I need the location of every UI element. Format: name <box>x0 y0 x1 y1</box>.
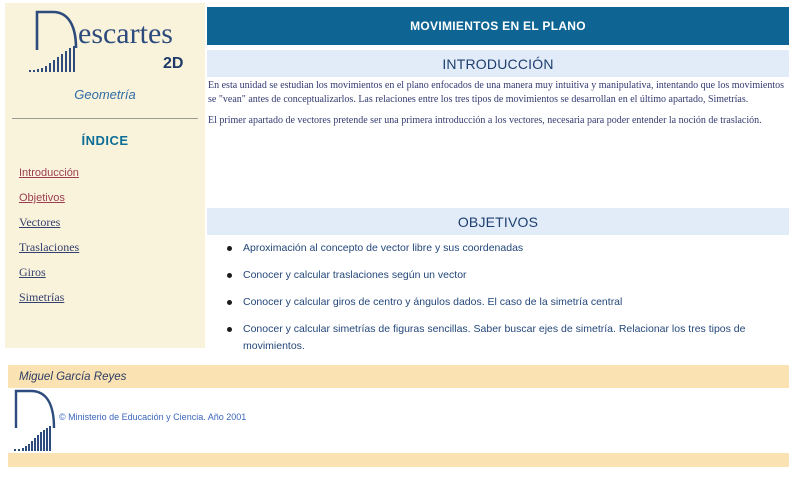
page-title: MOVIMIENTOS EN EL PLANO <box>410 19 586 33</box>
footer-descartes-icon <box>12 388 58 453</box>
index-title: ÍNDICE <box>81 133 129 148</box>
author-band <box>8 365 789 388</box>
intro-heading: INTRODUCCIÓN <box>442 55 554 72</box>
logo-brand-text: escartes <box>78 17 173 50</box>
objective-item: Conocer y calcular traslaciones según un vector <box>226 267 778 284</box>
objectives-heading: OBJETIVOS <box>457 213 539 230</box>
sidebar-link-objetivos[interactable]: Objetivos <box>19 192 65 204</box>
sidebar-link-introduccion[interactable]: Introducción <box>19 167 79 179</box>
intro-paragraph-2: El primer apartado de vectores pretende ser una primera introducción a los vectores, necesaria para poder entender la noción de traslación. <box>208 115 762 126</box>
copyright-text: © Ministerio de Educación y Ciencia. Año 2001 <box>59 412 247 422</box>
logo-2d-badge: 2D <box>163 55 184 72</box>
objective-item: Aproximación al concepto de vector libre y sus coordenadas <box>226 240 778 257</box>
sidebar <box>5 3 205 348</box>
sidebar-link-vectores[interactable]: Vectores <box>19 215 61 229</box>
sidebar-link-simetrias[interactable]: Simetrías <box>19 290 65 304</box>
intro-paragraphs <box>208 79 789 135</box>
objectives-list <box>226 240 778 365</box>
descartes-logo <box>27 8 199 74</box>
sidebar-item-traslaciones <box>19 238 79 263</box>
sidebar-item-simetrias <box>19 288 79 313</box>
sidebar-link-giros[interactable]: Giros <box>19 265 46 279</box>
sidebar-item-objetivos <box>19 188 79 213</box>
main-content <box>207 7 789 357</box>
sidebar-item-introduccion <box>19 163 79 188</box>
sidebar-item-vectores <box>19 213 79 238</box>
intro-section-header <box>207 50 789 77</box>
objective-item: Conocer y calcular simetrías de figuras sencillas. Saber buscar ejes de simetría. Relacionar los tres tipos de movimientos. <box>226 321 778 355</box>
sidebar-item-giros <box>19 263 79 288</box>
objectives-section-header <box>207 208 789 235</box>
descartes-d-icon <box>27 8 199 74</box>
sidebar-nav <box>19 163 79 313</box>
page-title-bar <box>207 7 789 45</box>
objective-item: Conocer y calcular giros de centro y ángulos dados. El caso de la simetría central <box>226 294 778 311</box>
bottom-band <box>8 453 789 467</box>
geometry-subtitle: Geometría <box>74 87 136 102</box>
author-name: Miguel García Reyes <box>19 370 127 383</box>
intro-paragraph-1: En esta unidad se estudian los movimientos en el plano enfocados de una manera muy intuitiva y manipulativa, intentando que los movimientos se "vean" antes de conceptualizarlos. Las relaciones entre los tres tipos de movimientos se desarrollan en el último apartado, Simetrías. <box>208 80 784 105</box>
sidebar-link-traslaciones[interactable]: Traslaciones <box>19 240 80 254</box>
sidebar-divider <box>12 118 198 119</box>
